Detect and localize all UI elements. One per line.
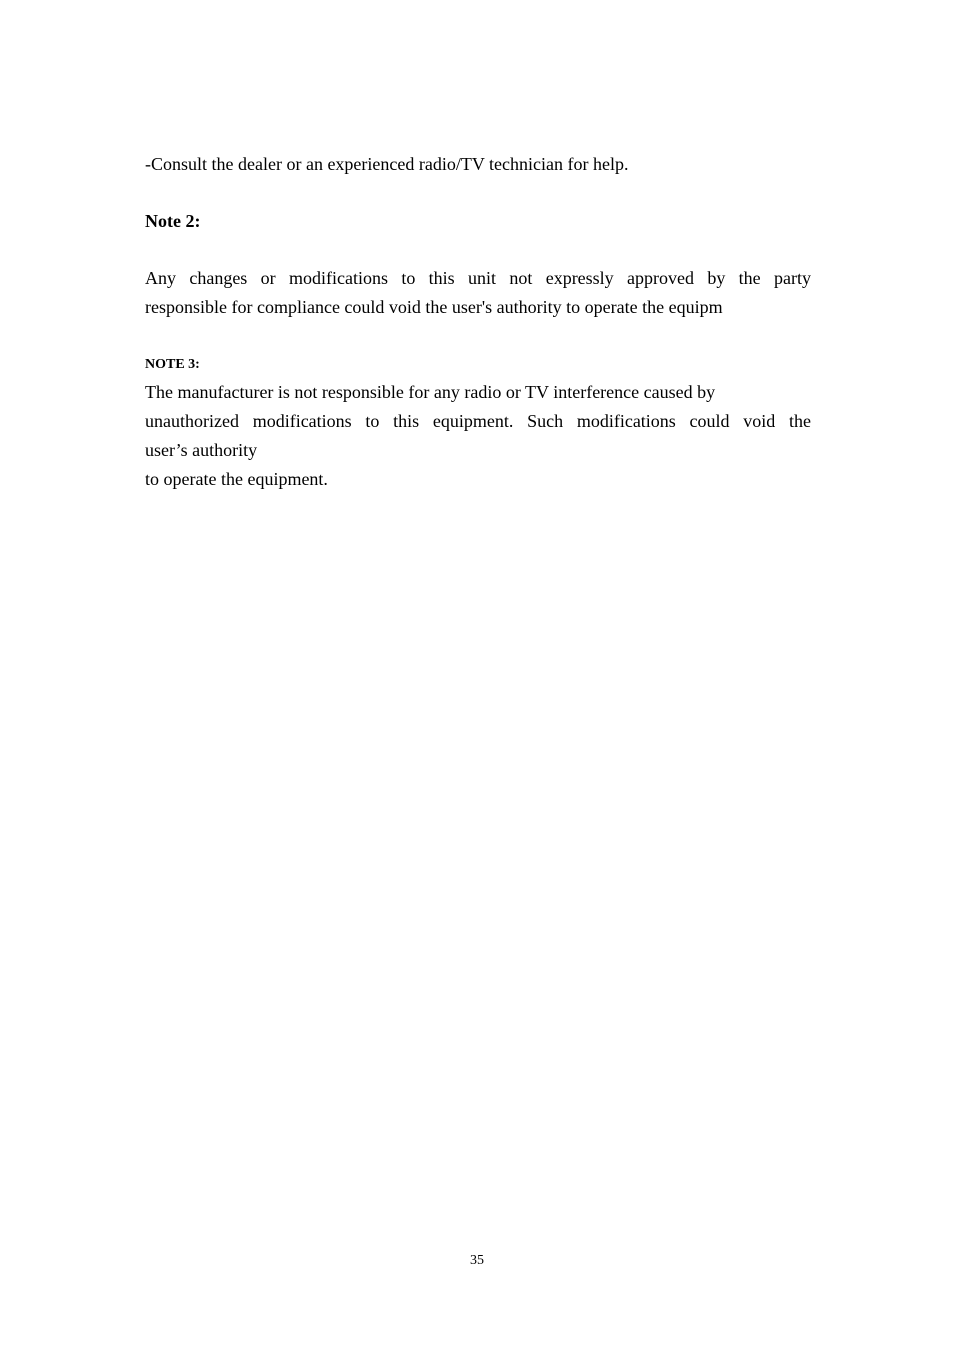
note-3-line-1: The manufacturer is not responsible for any radio or TV interference caused by [145, 382, 716, 402]
page-number: 35 [470, 1253, 484, 1268]
note-2-paragraph [145, 264, 811, 322]
note-2-line-2: responsible for compliance could void the user's authority to operate the equipm [145, 297, 723, 317]
consult-dealer-text: -Consult the dealer or an experienced radio/TV technician for help. [145, 154, 629, 174]
note-3-line-4: to operate the equipment. [145, 469, 328, 489]
note-2-line-1: Any changes or modifications to this unit not expressly approved by the party [145, 268, 811, 288]
note-3-line-3: user’s authority [145, 440, 258, 460]
note-3-paragraph [145, 378, 811, 494]
note-3-heading: NOTE 3: [145, 357, 200, 372]
note-3-line-2: unauthorized modifications to this equipment. Such modifications could void the [145, 411, 811, 431]
note-2-heading: Note 2: [145, 211, 201, 231]
